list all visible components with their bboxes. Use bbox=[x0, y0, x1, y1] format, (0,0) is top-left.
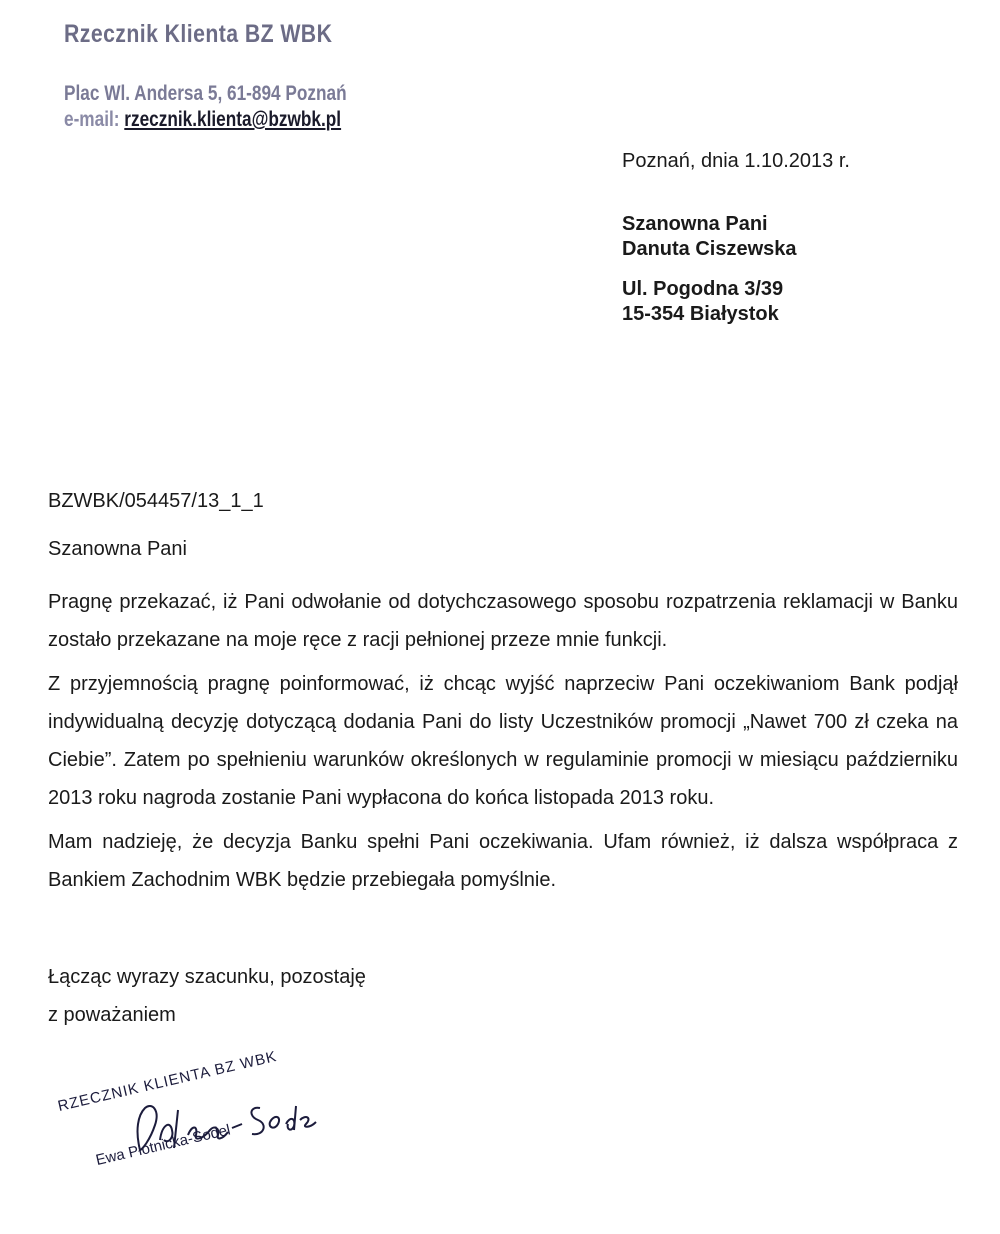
recipient-city: 15-354 Białystok bbox=[622, 303, 779, 325]
email-label: e-mail: bbox=[64, 108, 120, 131]
letterhead-title: Rzecznik Klienta BZ WBK bbox=[64, 20, 333, 48]
official-stamp bbox=[56, 1040, 320, 1180]
email-link[interactable]: rzecznik.klienta@bzwbk.pl bbox=[124, 108, 342, 131]
letterhead-address: Plac Wl. Andersa 5, 61-894 Poznań bbox=[64, 82, 347, 105]
closing-line-1: Łącząc wyrazy szacunku, pozostaję bbox=[48, 966, 366, 988]
letterhead bbox=[64, 20, 380, 131]
body-paragraph-2: Z przyjemnością pragnę poinformować, iż chcąc wyjść naprzeciw Pani oczekiwaniom Bank podjął indywidualną decyzję dotyczącą dodania Pani do listy Uczestników promocji „Nawet 700 zł czeka na Ciebie”. Zatem po spełnieniu warunków określonych w regulaminie promocji w miesiącu październiku 2013 roku nagroda zostanie Pani wypłacona do końca listopada 2013 roku. bbox=[48, 673, 958, 809]
letter-date: Poznań, dnia 1.10.2013 r. bbox=[622, 150, 850, 172]
closing-line-2: z poważaniem bbox=[48, 1004, 176, 1026]
letter-body bbox=[48, 583, 958, 905]
recipient-name: Danuta Ciszewska bbox=[622, 238, 797, 260]
recipient-salutation: Szanowna Pani bbox=[622, 213, 768, 235]
closing bbox=[48, 958, 366, 1034]
recipient-address bbox=[622, 212, 797, 327]
body-paragraph-3: Mam nadzieję, że decyzja Banku spełni Pani oczekiwania. Ufam również, iż dalsza współpraca z Bankiem Zachodnim WBK będzie przebiegała pomyślnie. bbox=[48, 831, 958, 891]
reference-number: BZWBK/054457/13_1_1 bbox=[48, 490, 264, 512]
stamp-name: Ewa Płotnicka-Sodel bbox=[94, 1121, 233, 1169]
stamp-title: RZECZNIK KLIENTA BZ WBK bbox=[56, 1047, 279, 1115]
recipient-street: Ul. Pogodna 3/39 bbox=[622, 278, 784, 300]
body-paragraph-1: Pragnę przekazać, iż Pani odwołanie od dotychczasowego sposobu rozpatrzenia reklamacji w Banku zostało przekazane na moje ręce z racji pełnionej przeze mnie funkcji. bbox=[48, 591, 958, 651]
letterhead-email-row bbox=[64, 108, 341, 132]
salutation: Szanowna Pani bbox=[48, 538, 187, 560]
